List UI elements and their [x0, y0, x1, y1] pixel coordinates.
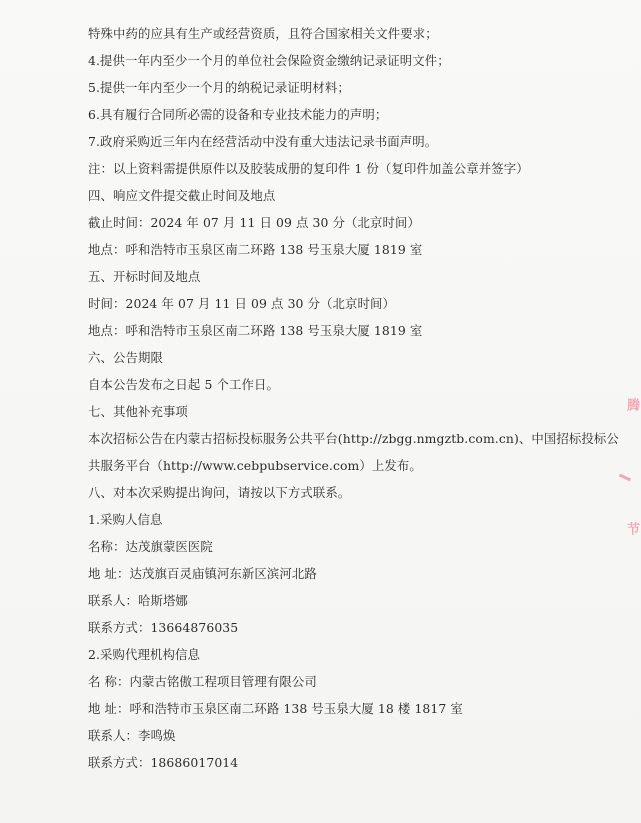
text-line-location-1: 地点：呼和浩特市玉泉区南二环路 138 号玉泉大厦 1819 室 [88, 242, 423, 257]
seal-stamp-mark [619, 474, 631, 482]
text-line-location-2: 地点：呼和浩特市玉泉区南二环路 138 号玉泉大厦 1819 室 [88, 323, 423, 338]
text-line-period: 自本公告发布之日起 5 个工作日。 [88, 377, 279, 392]
section-heading-4: 四、响应文件提交截止时间及地点 [88, 188, 276, 203]
text-line-agency-phone: 联系方式：18686017014 [88, 755, 239, 770]
text-line-agency-contact: 联系人：李鸣焕 [88, 728, 176, 743]
seal-stamp-fragment-bottom: 节 [624, 522, 639, 535]
text-line-5: 7.政府采购近三年内在经营活动中没有重大违法记录书面声明。 [88, 134, 438, 149]
text-line-6: 注：以上资料需提供原件以及胶装成册的复印件 1 份（复印件加盖公章并签字） [88, 161, 529, 176]
text-line-agency-name: 名 称：内蒙古铭傲工程项目管理有限公司 [88, 674, 317, 689]
text-line-1: 特殊中药的应具有生产或经营资质，且符合国家相关文件要求； [88, 26, 438, 41]
seal-stamp-fragment-top: 腾 [624, 398, 639, 411]
text-line-platform-2: 共服务平台（http://www.cebpubservice.com）上发布。 [88, 458, 422, 473]
text-line-4: 6.具有履行合同所必需的设备和专业技术能力的声明； [88, 107, 388, 122]
text-line-agency-address: 地 址：呼和浩特市玉泉区南二环路 138 号玉泉大厦 18 楼 1817 室 [88, 701, 463, 716]
text-line-agency-heading: 2.采购代理机构信息 [88, 647, 200, 662]
text-line-platform-1: 本次招标公告在内蒙古招标投标服务公共平台(http://zbgg.nmgztb.com.cn)、中国招标投标公 [88, 431, 619, 446]
text-line-purchaser-name: 名称：达茂旗蒙医医院 [88, 539, 213, 554]
text-line-3: 5.提供一年内至少一个月的纳税记录证明材料； [88, 80, 350, 95]
section-heading-8: 八、对本次采购提出询问，请按以下方式联系。 [88, 485, 351, 500]
section-heading-6: 六、公告期限 [88, 350, 163, 365]
section-heading-7: 七、其他补充事项 [88, 404, 188, 419]
text-line-open-time: 时间：2024 年 07 月 11 日 09 点 30 分（北京时间） [88, 296, 396, 311]
text-line-purchaser-heading: 1.采购人信息 [88, 512, 163, 527]
section-heading-5: 五、开标时间及地点 [88, 269, 201, 284]
text-line-deadline: 截止时间：2024 年 07 月 11 日 09 点 30 分（北京时间） [88, 215, 420, 230]
text-line-purchaser-contact: 联系人：哈斯塔娜 [88, 593, 188, 608]
text-line-purchaser-address: 地 址：达茂旗百灵庙镇河东新区滨河北路 [88, 566, 317, 581]
text-line-purchaser-phone: 联系方式：13664876035 [88, 620, 239, 635]
text-line-2: 4.提供一年内至少一个月的单位社会保险资金缴纳记录证明文件； [88, 53, 450, 68]
